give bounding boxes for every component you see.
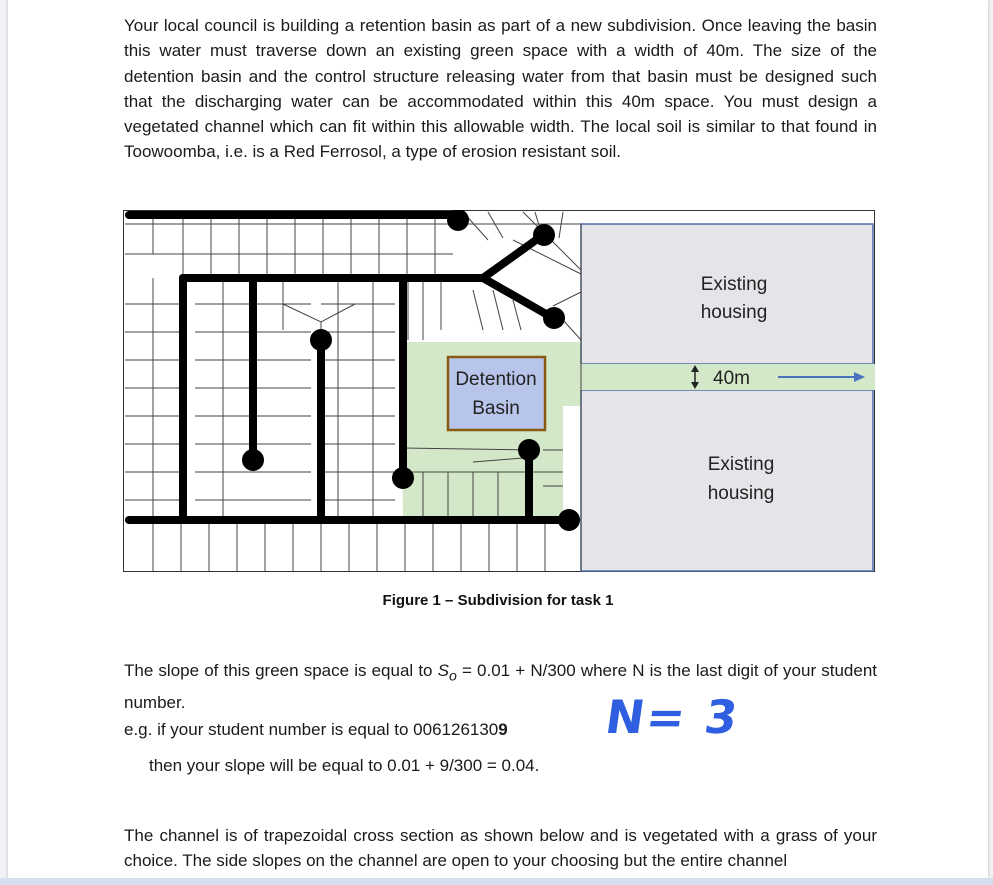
window-bottom-bar	[0, 878, 993, 885]
slope-subscript: o	[448, 668, 457, 685]
example-prefix: e.g. if your student number is equal to 006126130	[124, 720, 499, 739]
document-page	[8, 0, 988, 878]
subdivision-figure	[123, 210, 875, 574]
slope-text-before: The slope of this green space is equal to	[124, 661, 438, 680]
housing-bottom-label-line1: Existing	[707, 454, 775, 475]
slope-symbol: S	[437, 661, 449, 680]
intro-paragraph: Your local council is building a retention basin as part of a new subdivision. Once leaving the basin this water must traverse down an existing green space with a width of 40m. The size of the detention basin and the control structure releasing water from that basin must be designed such that the discharging water can be accommodated within this 40m space. You must design a vegetated channel which can fit within this allowable width. The local soil is similar to that found in Toowoomba, i.e. is a Red Ferrosol, a type of erosion resistant soil.	[124, 16, 877, 162]
housing-bottom	[581, 390, 873, 571]
housing-bottom-label-line2: housing	[707, 483, 775, 504]
housing-top-label-line1: Existing	[700, 274, 768, 295]
slope-text-after: = 0.01 + N/300 where N is the last digit of your student number.	[124, 661, 877, 712]
basin-label-line2: Basin	[472, 398, 520, 419]
handwritten-note: N= 3	[602, 690, 743, 744]
example-digit: 9	[498, 720, 508, 739]
example-result: then your slope will be equal to 0.01 + 9/300 = 0.04.	[149, 756, 540, 775]
slope-paragraph	[124, 658, 877, 715]
width-label: 40m	[713, 368, 750, 389]
basin-label-line1: Detention	[455, 369, 537, 390]
channel-paragraph: The channel is of trapezoidal cross section as shown below and is vegetated with a grass of your choice. The side slopes on the channel are open to your choosing but the entire channel	[124, 826, 877, 871]
example-line	[124, 720, 508, 740]
figure-caption: Figure 1 – Subdivision for task 1	[382, 592, 614, 609]
housing-top-label-line2: housing	[700, 302, 768, 323]
detention-basin	[448, 357, 545, 430]
